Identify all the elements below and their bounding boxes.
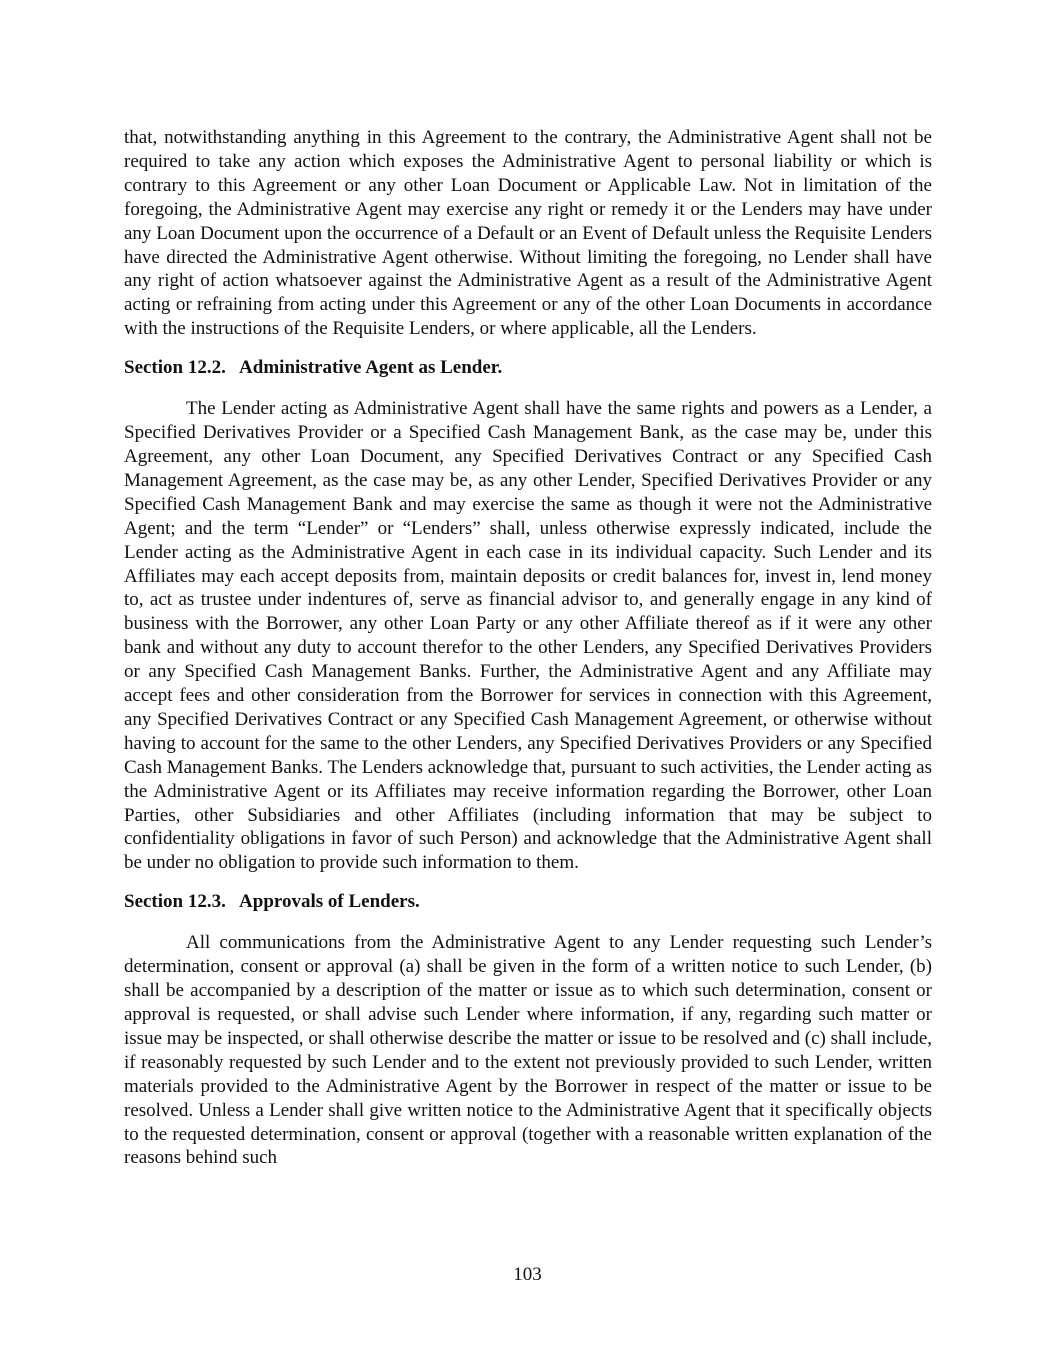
page-number: 103 [513,1264,542,1285]
paragraph-continuation: that, notwithstanding anything in this Agreement to the contrary, the Administrative Agent shall not be required to take any action which exposes the Administrative Agent to personal liability or which is contrary to this Agreement or any other Loan Document or Applicable Law. Not in limitation of the foregoing, the Administrative Agent may exercise any right or remedy it or the Lenders may have under any Loan Document upon the occurrence of a Default or an Event of Default unless the Requisite Lenders have directed the Administrative Agent otherwise. Without limiting the foregoing, no Lender shall have any right of action whatsoever against the Administrative Agent as a result of the Administrative Agent acting or refraining from acting under this Agreement or any of the other Loan Documents in accordance with the instructions of the Requisite Lenders, or where applicable, all the Lenders. [124,127,932,340]
document-body [124,126,932,1170]
paragraph-approvals-of-lenders: All communications from the Administrative Agent to any Lender requesting such Lender’s determination, consent or approval (a) shall be given in the form of a written notice to such Lender, (b) shall be accompanied by a description of the matter or issue as to which such determination, consent or approval is requested, or shall advise such Lender where information, if any, regarding such matter or issue may be inspected, or shall otherwise describe the matter or issue to be resolved and (c) shall include, if reasonably requested by such Lender and to the extent not previously provided to such Lender, written materials provided to the Administrative Agent by the Borrower in respect of the matter or issue to be resolved. Unless a Lender shall give written notice to the Administrative Agent that it specifically objects to the requested determination, consent or approval (together with a reasonable written explanation of the reasons behind such [124,932,932,1169]
section-heading-12-3: Section 12.3. Approvals of Lenders. [124,891,420,913]
paragraph-administrative-agent-as-lender: The Lender acting as Administrative Agent shall have the same rights and powers as a Lender, a Specified Derivatives Provider or a Specified Cash Management Bank, as the case may be, under this Agreement, any other Loan Document, any Specified Derivatives Contract or any Specified Cash Management Agreement, as the case may be, as any other Lender, Specified Derivatives Provider or any Specified Cash Management Bank and may exercise the same as though it were not the Administrative Agent; and the term “Lender” or “Lenders” shall, unless otherwise expressly indicated, include the Lender acting as the Administrative Agent in each case in its individual capacity. Such Lender and its Affiliates may each accept deposits from, maintain deposits or credit balances for, invest in, lend money to, act as trustee under indentures of, serve as financial advisor to, and generally engage in any kind of business with the Borrower, any other Loan Party or any other Affiliate thereof as if it were any other bank and without any duty to account therefor to the other Lenders, any Specified Derivatives Providers or any Specified Cash Management Banks. Further, the Administrative Agent and any Affiliate may accept fees and other consideration from the Borrower for services in connection with this Agreement, any Specified Derivatives Contract or any Specified Cash Management Agreement, or otherwise without having to account for the same to the other Lenders, any Specified Derivatives Providers or any Specified Cash Management Banks. The Lenders acknowledge that, pursuant to such activities, the Lender acting as the Administrative Agent or its Affiliates may receive information regarding the Borrower, other Loan Parties, other Subsidiaries and other Affiliates (including information that may be subject to confidentiality obligations in favor of such Person) and acknowledge that the Administrative Agent shall be under no obligation to provide such information to them. [124,398,932,874]
section-heading-12-2: Section 12.2. Administrative Agent as Lender. [124,357,503,379]
